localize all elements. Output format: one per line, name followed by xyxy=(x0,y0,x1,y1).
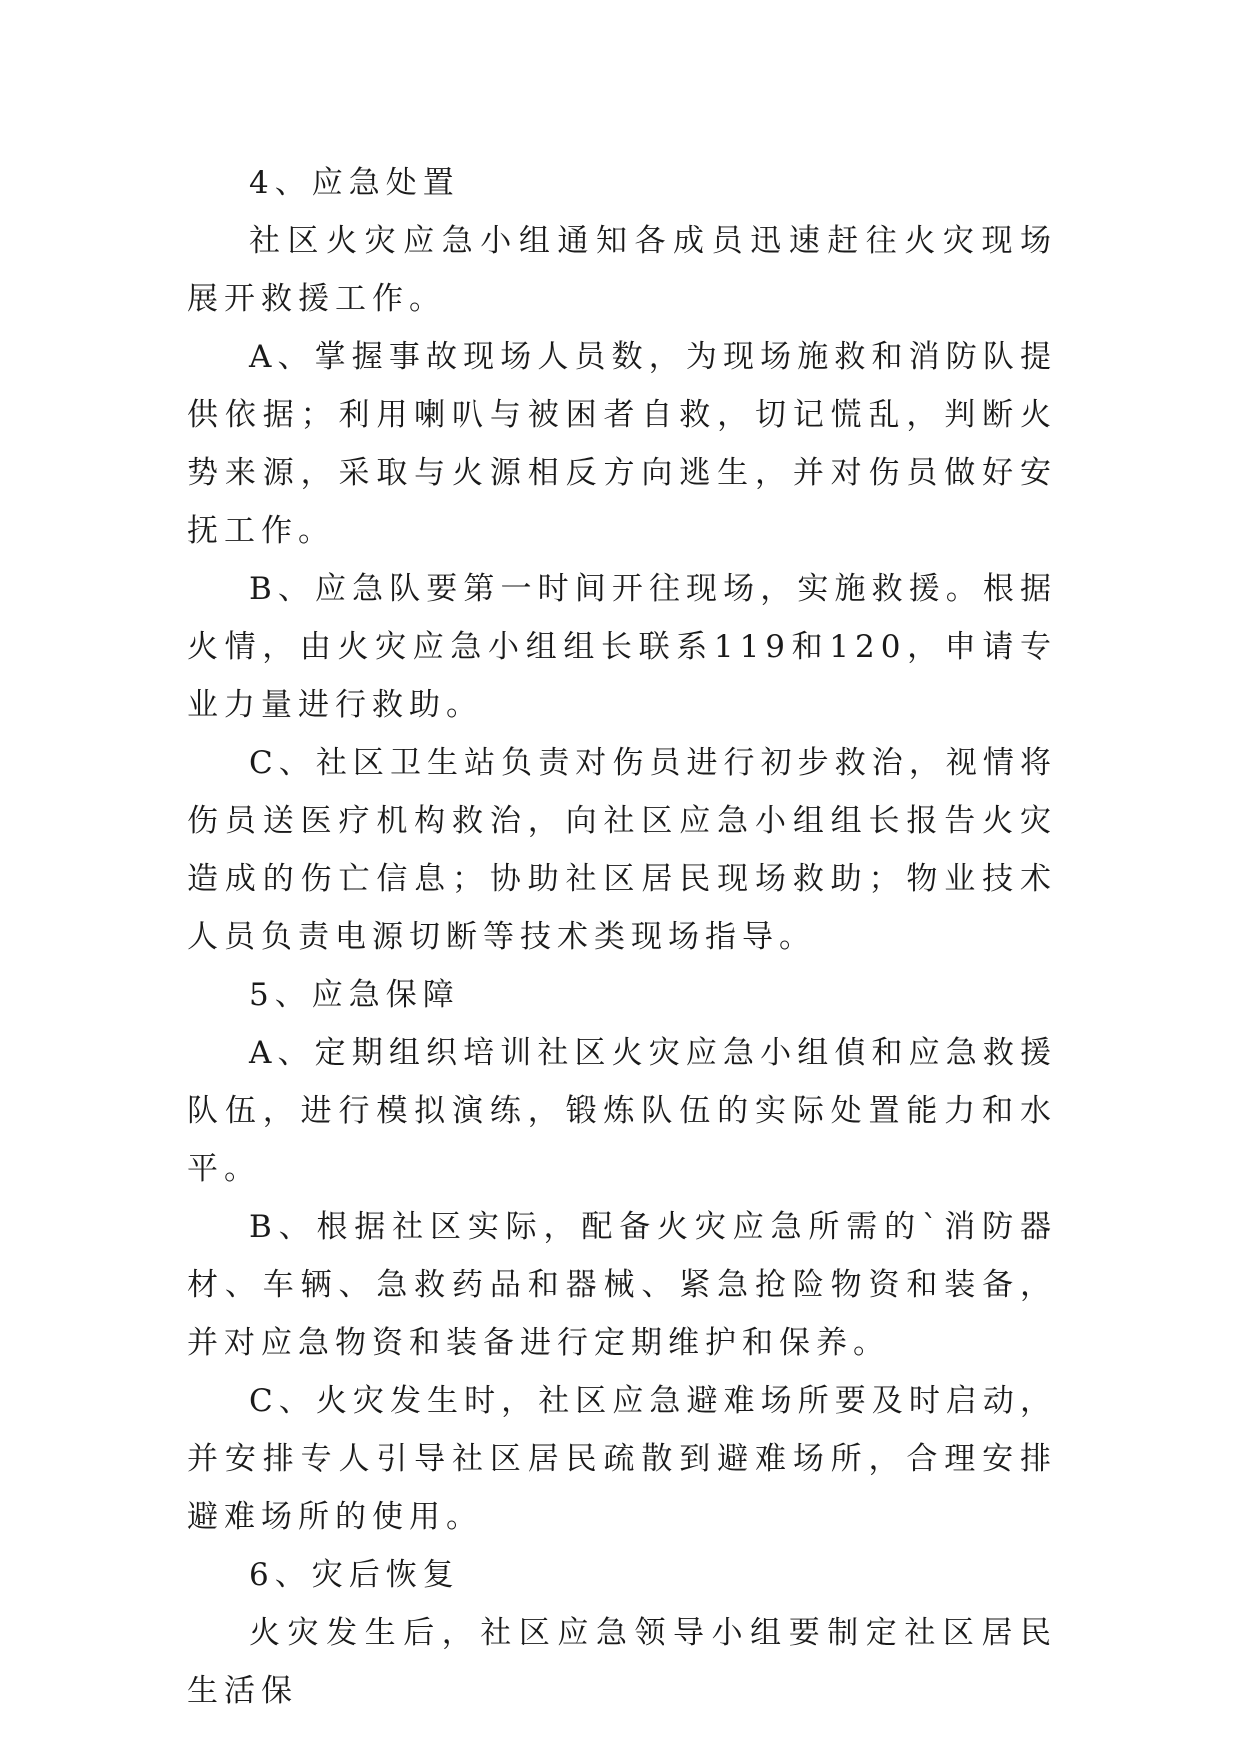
section-heading-emergency-support: 5、应急保障 xyxy=(249,977,460,1013)
paragraph: C、火灾发生时，社区应急避难场所要及时启动，并安排专人引导社区居民疏散到避难场所，合理安排避难场所的使用。 xyxy=(187,1383,1057,1535)
section-heading-emergency-response: 4、应急处置 xyxy=(249,165,460,201)
paragraph: 火灾发生后，社区应急领导小组要制定社区居民生活保 xyxy=(187,1615,1057,1709)
paragraph: B、根据社区实际，配备火灾应急所需的`消防器材、车辆、急救药品和器械、紧急抢险物资和装备，并对应急物资和装备进行定期维护和保养。 xyxy=(187,1209,1057,1361)
paragraph: 社区火灾应急小组通知各成员迅速赶往火灾现场展开救援工作。 xyxy=(187,223,1057,317)
paragraph: B、应急队要第一时间开往现场，实施救援。根据火情，由火灾应急小组组长联系119和120，申请专业力量进行救助。 xyxy=(187,571,1057,723)
section-heading-recovery: 6、灾后恢复 xyxy=(249,1557,460,1593)
paragraph: C、社区卫生站负责对伤员进行初步救治，视情将伤员送医疗机构救治，向社区应急小组组长报告火灾造成的伤亡信息；协助社区居民现场救助；物业技术人员负责电源切断等技术类现场指导。 xyxy=(187,745,1057,955)
document-body xyxy=(187,154,1057,1720)
paragraph: A、定期组织培训社区火灾应急小组偵和应急救援队伍，进行模拟演练，锻炼队伍的实际处置能力和水平。 xyxy=(187,1035,1057,1187)
paragraph: A、掌握事故现场人员数，为现场施救和消防队提供依据；利用喇叭与被困者自救，切记慌乱，判断火势来源，采取与火源相反方向逃生，并对伤员做好安抚工作。 xyxy=(187,339,1057,549)
